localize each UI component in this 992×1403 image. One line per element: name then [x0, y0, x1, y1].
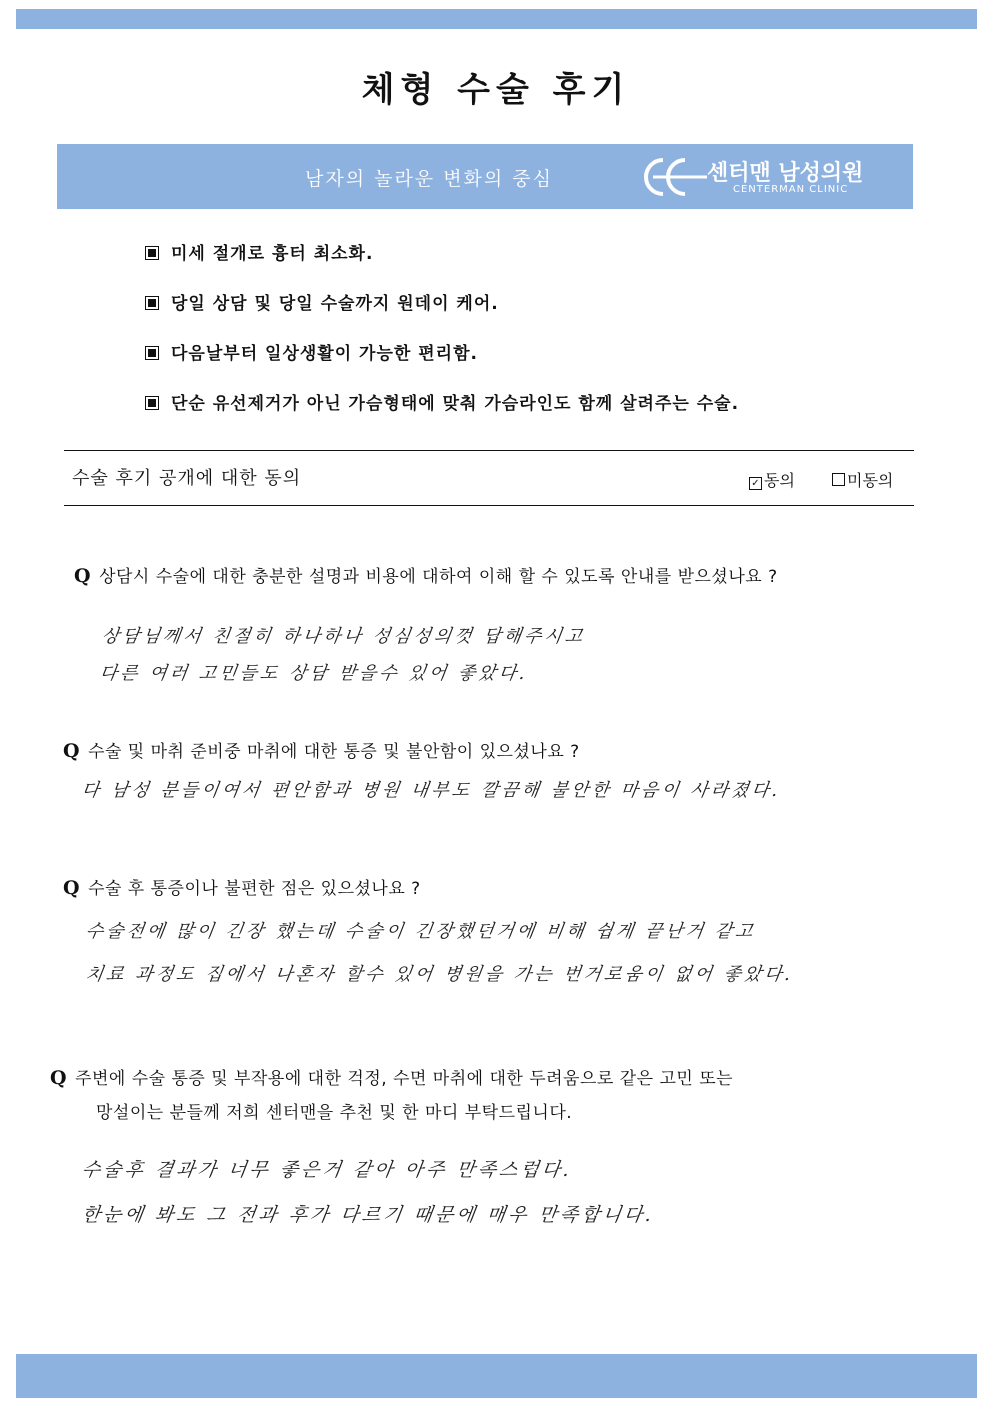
feature-item: 다음날부터 일상생활이 가능한 편리함.	[145, 340, 739, 390]
question-mark-icon: Q	[74, 565, 92, 587]
consent-agree-option[interactable]: ✓ 동의	[749, 468, 795, 491]
feature-item: 당일 상담 및 당일 수술까지 원데이 케어.	[145, 290, 739, 340]
bullet-square-icon	[145, 346, 159, 360]
top-decor-bar	[16, 9, 977, 29]
answer-3-line-1: 수술전에 많이 긴장 했는데 수술이 긴장했던거에 비해 쉽게 끝난거 같고	[84, 921, 758, 942]
consent-row	[64, 450, 914, 506]
bullet-square-icon	[145, 296, 159, 310]
logo-subtitle: CENTERMAN CLINIC	[733, 184, 849, 195]
question-mark-icon: Q	[50, 1067, 68, 1089]
logo-mark-icon	[625, 152, 709, 202]
answer-4-line-1: 수술후 결과가 너무 좋은거 같아 아주 만족스럽다.	[80, 1159, 574, 1181]
feature-item: 미세 절개로 흉터 최소화.	[145, 240, 739, 290]
answer-1-line-2: 다른 여러 고민들도 상담 받을수 있어 좋았다.	[98, 663, 530, 684]
question-2: Q 수술 및 마취 준비중 마취에 대한 통증 및 불안함이 있으셨나요 ?	[63, 740, 580, 762]
answer-4-line-2: 한눈에 봐도 그 전과 후가 다르기 때문에 매우 만족합니다.	[80, 1204, 656, 1226]
page-title: 체형 수술 후기	[361, 70, 631, 110]
question-1: Q 상담시 수술에 대한 충분한 설명과 비용에 대하여 이해 할 수 있도록 안내를 받으셨나요 ?	[74, 565, 778, 587]
clinic-banner	[57, 144, 913, 209]
question-4: Q 주변에 수술 통증 및 부작용에 대한 걱정, 수면 마취에 대한 두려움으로 같은 고민 또는	[50, 1067, 734, 1089]
question-mark-icon: Q	[63, 877, 81, 899]
answer-2-line-1: 다 남성 분들이여서 편안함과 병원 내부도 깔끔해 불안한 마음이 사라졌다.	[80, 780, 783, 801]
checkbox-empty-icon[interactable]	[832, 473, 845, 486]
bullet-square-icon	[145, 246, 159, 260]
clinic-logo	[625, 152, 905, 202]
bottom-decor-bar	[16, 1354, 977, 1398]
bullet-square-icon	[145, 396, 159, 410]
question-3: Q 수술 후 통증이나 불편한 점은 있으셨나요 ?	[63, 877, 421, 899]
consent-label: 수술 후기 공개에 대한 동의	[72, 468, 302, 489]
question-mark-icon: Q	[63, 740, 81, 762]
logo-name: 센터맨 남성의원	[707, 161, 864, 186]
feature-list	[145, 240, 739, 440]
banner-tagline: 남자의 놀라운 변화의 중심	[305, 168, 554, 190]
feature-item: 단순 유선제거가 아닌 가슴형태에 맞춰 가슴라인도 함께 살려주는 수술.	[145, 390, 739, 440]
answer-3-line-2: 치료 과정도 집에서 나혼자 할수 있어 병원을 가는 번거로움이 없어 좋았다.	[84, 964, 795, 985]
checkbox-checked-icon[interactable]: ✓	[749, 477, 762, 490]
consent-disagree-option[interactable]: 미동의	[832, 468, 893, 491]
question-4-line-2: 망설이는 분들께 저희 센터맨을 추천 및 한 마디 부탁드립니다.	[96, 1103, 573, 1123]
answer-1-line-1: 상담님께서 친절히 하나하나 성심성의껏 답해주시고	[100, 626, 587, 647]
